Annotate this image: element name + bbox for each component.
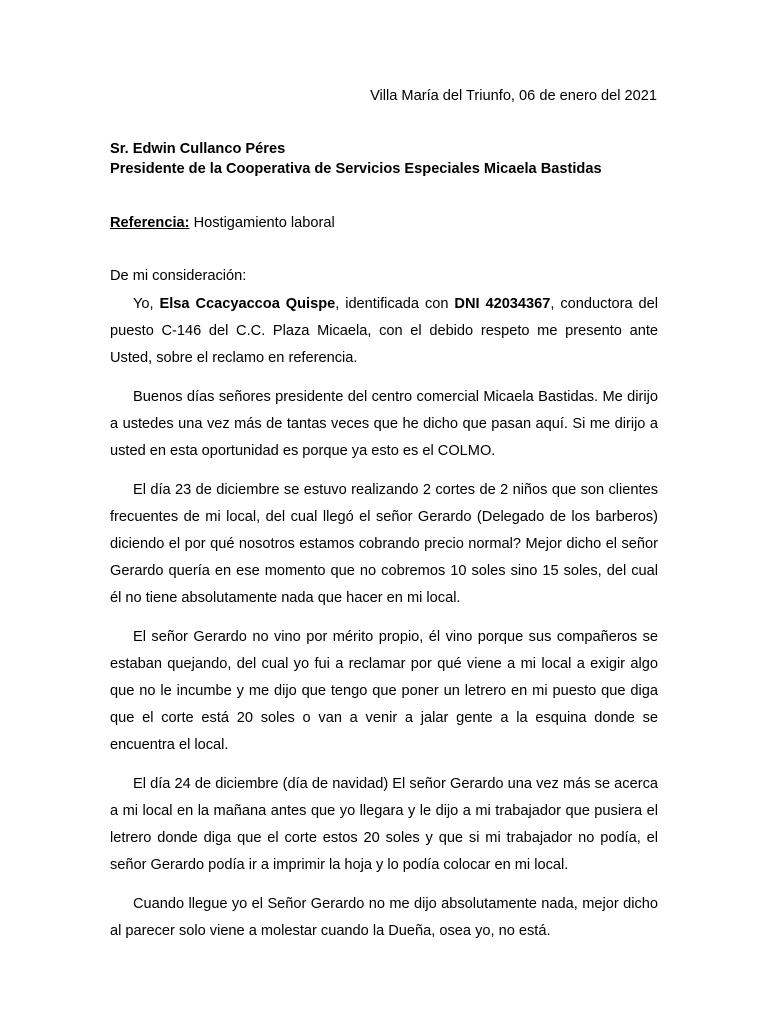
reference-line bbox=[110, 213, 335, 233]
date-line: Villa María del Triunfo, 06 de enero del 2021 bbox=[370, 88, 657, 104]
paragraph-5: El día 24 de diciembre (día de navidad) El señor Gerardo una vez más se acerca a mi local en la mañana antes que yo llegara y le dijo a mi trabajador que pusiera el letrero donde diga que el corte estos 20 soles y que si mi trabajador no podía, el señor Gerardo podía ir a imprimir la hoja y lo podía colocar en mi local. bbox=[110, 776, 658, 873]
paragraph-1 bbox=[110, 291, 658, 372]
recipient-title: Presidente de la Cooperativa de Servicios Especiales Micaela Bastidas bbox=[110, 161, 602, 177]
sender-dni: DNI 42034367 bbox=[454, 296, 551, 312]
recipient-block bbox=[110, 139, 602, 179]
paragraph-4: El señor Gerardo no vino por mérito propio, él vino porque sus compañeros se estaban quejando, del cual yo fui a reclamar por qué viene a mi local a exigir algo que no le incumbe y me dijo que tengo que poner un letrero en mi puesto que diga que el corte está 20 soles o van a venir a jalar gente a la esquina donde se encuentra el local. bbox=[110, 629, 658, 753]
paragraph-3: El día 23 de diciembre se estuvo realizando 2 cortes de 2 niños que son clientes frecuentes de mi local, del cual llegó el señor Gerardo (Delegado de los barberos) diciendo el por qué nosotros estamos cobrando precio normal? Mejor dicho el señor Gerardo quería en ese momento que no cobremos 10 soles sino 15 soles, del cual él no tiene absolutamente nada que hacer en mi local. bbox=[110, 482, 658, 606]
sender-name: Elsa Ccacyaccoa Quispe bbox=[159, 296, 336, 312]
paragraph-1-text-a: Yo, bbox=[133, 296, 160, 312]
paragraph-1-text-c: , conductora del puesto C-146 del C.C. Plaza Micaela, con el debido respeto me presento ante Usted, sobre el reclamo en referencia. bbox=[110, 296, 658, 366]
recipient-name: Sr. Edwin Cullanco Péres bbox=[110, 141, 286, 157]
paragraph-1-text-b: , identificada con bbox=[335, 296, 455, 312]
reference-label: Referencia: bbox=[110, 215, 190, 231]
reference-text: Hostigamiento laboral bbox=[193, 215, 335, 231]
paragraph-6: Cuando llegue yo el Señor Gerardo no me dijo absolutamente nada, mejor dicho al parecer solo viene a molestar cuando la Dueña, osea yo, no está. bbox=[110, 896, 658, 939]
paragraph-2: Buenos días señores presidente del centro comercial Micaela Bastidas. Me dirijo a ustedes una vez más de tantas veces que he dicho que pasan aquí. Si me dirijo a usted en esta oportunidad es porque ya esto es el COLMO. bbox=[110, 389, 658, 459]
letter-body bbox=[110, 291, 658, 957]
greeting: De mi consideración: bbox=[110, 268, 247, 284]
